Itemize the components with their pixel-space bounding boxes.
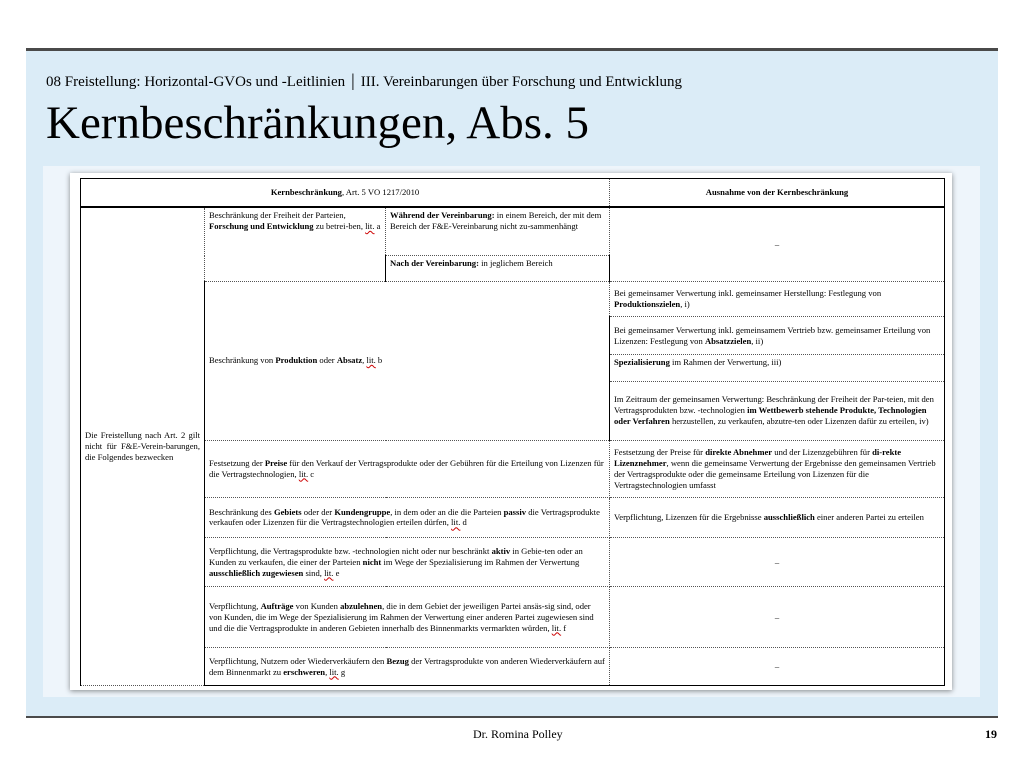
cell-exception-d: Verpflichtung, Lizenzen für die Ergebnisse ausschließlich einer anderen Partei zu erteilen bbox=[610, 497, 945, 538]
cell-lit-a: Beschränkung der Freiheit der Parteien, Forschung und Entwicklung zu betrei-ben, lit. a bbox=[205, 207, 386, 281]
cell-during-agreement: Während der Vereinbarung: in einem Bereich, der mit dem Bereich der F&E-Vereinbarung nicht zu-sammenhängt bbox=[386, 207, 610, 256]
cell-exception-b-ii: Bei gemeinsamer Verwertung inkl. gemeinsamem Vertrieb bzw. gemeinsamer Erteilung von Lizenzen: Festlegung von Absatzzielen, ii) bbox=[610, 317, 945, 355]
table-row bbox=[81, 281, 945, 317]
cell-lit-e: Verpflichtung, die Vertragsprodukte bzw. -technologien nicht oder nur beschränkt aktiv in Gebie-ten oder an Kunden zu verkaufen, die einer der Parteien nicht im Wege der Spezialisierung im Rahmen der Verwertung ausschließlich zugewiesen sind, lit. e bbox=[205, 538, 610, 587]
header-core-restriction: Kernbeschränkung, Art. 5 VO 1217/2010 bbox=[81, 179, 610, 208]
cell-exception-b-i: Bei gemeinsamer Verwertung inkl. gemeinsamer Herstellung: Festlegung von Produktionszielen, i) bbox=[610, 281, 945, 317]
table-header-row bbox=[81, 179, 945, 208]
breadcrumb-subsection: III. Vereinbarungen über Forschung und Entwicklung bbox=[360, 74, 683, 90]
cell-exception-e: – bbox=[610, 538, 945, 587]
page-number: 19 bbox=[985, 727, 997, 741]
breadcrumb-separator: | bbox=[351, 70, 355, 90]
header-exception: Ausnahme von der Kernbeschränkung bbox=[610, 179, 945, 208]
table-row bbox=[81, 440, 945, 497]
cell-lit-g: Verpflichtung, Nutzern oder Wiederverkäufern den Bezug der Vertragsprodukte von anderen Wiederverkäufern auf dem Binnenmarkt zu erschweren, lit. g bbox=[205, 648, 610, 686]
cell-exception-g: – bbox=[610, 648, 945, 686]
cell-lit-c: Festsetzung der Preise für den Verkauf der Vertragsprodukte oder der Gebühren für die Erteilung von Lizenzen für die Vertragstechnologien, lit. c bbox=[205, 440, 610, 497]
table-row bbox=[81, 648, 945, 686]
cell-lit-b: Beschränkung von Produktion oder Absatz, lit. b bbox=[205, 281, 610, 440]
cell-exception-c: Festsetzung der Preise für direkte Abnehmer und der Lizenzgebühren für di-rekte Lizenznehmer, wenn die gemeinsame Verwertung der Ergebnisse den gemeinsamen Vertrieb der Vertragsprodukte oder die gemeinsame Erteilung von Lizenzen für die Vertragstechnologien umfasst bbox=[610, 440, 945, 497]
cell-exception-b-iv: Im Zeitraum der gemeinsamen Verwertung: Beschränkung der Freiheit der Par-teien, mit den Vertragsprodukten bzw. -technologien im Wettbewerb stehende Produkte, Technologien oder Verfahren herzustellen, zu verkaufen, abzutre-ten oder Lizenzen dafür zu erteilen, iv) bbox=[610, 381, 945, 440]
cell-exception-b-iii: Spezialisierung im Rahmen der Verwertung, iii) bbox=[610, 355, 945, 381]
slide-title: Kernbeschränkungen, Abs. 5 bbox=[46, 97, 589, 149]
restrictions-table bbox=[80, 178, 945, 686]
cell-lit-d: Beschränkung des Gebiets oder der Kundengruppe, in dem oder an die die Parteien passiv die Vertragsprodukte verkaufen oder Lizenzen für die Vertragstechnologien erteilen dürfen, lit. d bbox=[205, 497, 610, 538]
table-row bbox=[81, 497, 945, 538]
document-image bbox=[70, 173, 952, 690]
cell-exception-a: – bbox=[610, 207, 945, 281]
bottom-rule bbox=[26, 716, 998, 718]
table-row bbox=[81, 538, 945, 587]
cell-exception-f: – bbox=[610, 587, 945, 648]
breadcrumb-section: 08 Freistellung: Horizontal-GVOs und -Leitlinien bbox=[46, 74, 346, 90]
lead-cell: Die Freistellung nach Art. 2 gilt nicht für F&E-Verein-barungen, die Folgendes bezwecken bbox=[81, 207, 205, 686]
footer-author: Dr. Romina Polley bbox=[473, 727, 563, 741]
table-row bbox=[81, 207, 945, 256]
cell-lit-f: Verpflichtung, Aufträge von Kunden abzulehnen, die in dem Gebiet der jeweiligen Partei ansäs-sig sind, oder von Kunden, die im Wege der Spezialisierung im Rahmen der Verwertung einer anderen Partei zugewiesen sind und die die Vertragsprodukte in anderen Gebieten innerhalb des Binnenmarkts vermarkten würden, lit. f bbox=[205, 587, 610, 648]
table-row bbox=[81, 587, 945, 648]
breadcrumb bbox=[46, 70, 682, 91]
cell-after-agreement: Nach der Vereinbarung: in jeglichem Bereich bbox=[386, 256, 610, 281]
